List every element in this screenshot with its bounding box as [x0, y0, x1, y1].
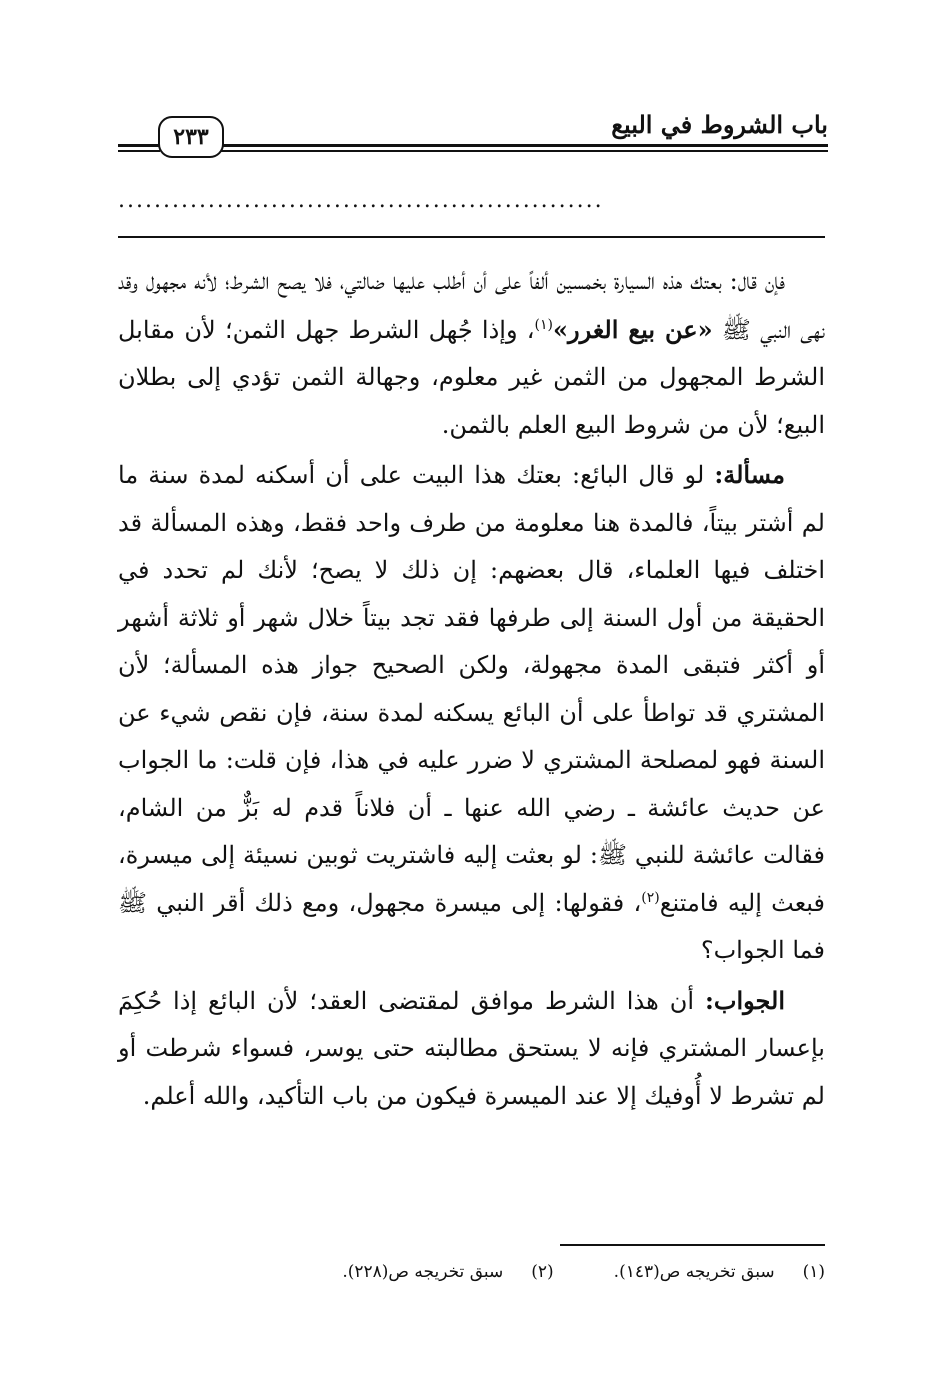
paragraph-text: ، فقولها: إلى ميسرة مجهول، ومع ذلك أقر النبي ﷺ فما الجواب؟ [118, 888, 825, 964]
page-header [118, 108, 828, 158]
header-rule [118, 144, 160, 147]
footnote-number: (٢) [531, 1262, 554, 1282]
paragraph-text: أن هذا الشرط موافق لمقتضى العقد؛ لأن البائع إذا حُكِمَ بإعسار المشتري فإنه لا يستحق مطالبته حتى يوسر، فسواء شرطت أو لم تشرط لا أُوفيك إلا عند الميسرة فيكون من باب التأكيد، والله أعلم. [118, 986, 825, 1110]
header-rule [218, 150, 828, 152]
footnote-text: سبق تخريجه ص(٢٢٨). [342, 1262, 504, 1282]
header-rule [118, 150, 160, 152]
page-number: ٢٣٣ [158, 116, 224, 158]
main-text [118, 258, 825, 1120]
footnote-rule [560, 1244, 825, 1246]
paragraph [118, 977, 825, 1121]
footnote-item [342, 1262, 553, 1282]
paragraph-text: فإن قال: بعتك هذه السيارة بخمسين ألفاً على أن أطلب عليها ضالتي، فلا يصح الشرط؛ لأنه مجهول وقد نهى النبي ﷺ [118, 267, 825, 344]
quoted-hadith: «عن بيع الغرر» [553, 314, 713, 344]
footnote-text: سبق تخريجه ص(١٤٣). [613, 1262, 775, 1282]
paragraph [118, 258, 825, 449]
footnote-item [614, 1262, 825, 1282]
text-separator [118, 236, 825, 238]
paragraph-text: ، وإذا جُهل الشرط جهل الثمن؛ لأن مقابل الشرط المجهول من الثمن غير معلوم، وجهالة الثمن تؤدي إلى بطلان البيع؛ لأن من شروط البيع العلم بالثمن. [118, 315, 826, 439]
footnotes [160, 1262, 825, 1282]
header-rule [218, 144, 828, 147]
paragraph-lead: مسألة: [714, 460, 785, 489]
footnote-number: (١) [802, 1262, 825, 1282]
paragraph-text: لو قال البائع: بعتك هذا البيت على أن أسكنه لمدة سنة ما لم أشتر بيتاً، فالمدة هنا معلومة من طرف واحد فقط، وهذه المسألة قد اختلف فيها العلماء، قال بعضهم: إن ذلك لا يصح؛ لأنك لم تحدد في الحقيقة من أول السنة إلى طرفها فقد تجد بيتاً خلال شهر أو ثلاثة أشهر أو أكثر فتبقى المدة مجهولة، ولكن الصحيح جواز هذه المسألة؛ لأن المشتري قد تواطأ على أن البائع يسكنه لمدة سنة، فإن نقص شيء عن السنة فهو لمصلحة المشتري لا ضرر عليه في هذا، فإن قلت: ما الجواب عن حديث عائشة ـ رضي الله عنها ـ أن فلاناً قدم له بَزٌّ من الشام، فقالت عائشة للنبي ﷺ: لو بعثت إليه فاشتريت ثوبين نسيئة إلى ميسرة، فبعث إليه فامتنع [118, 461, 826, 917]
paragraph-lead: الجواب: [705, 985, 785, 1015]
footnote-marker: (١) [534, 316, 553, 333]
elision-dots: ...................................................... [118, 188, 604, 213]
footnote-marker: (٢) [641, 889, 660, 906]
running-title: باب الشروط في البيع [611, 110, 828, 139]
paragraph [118, 451, 825, 975]
